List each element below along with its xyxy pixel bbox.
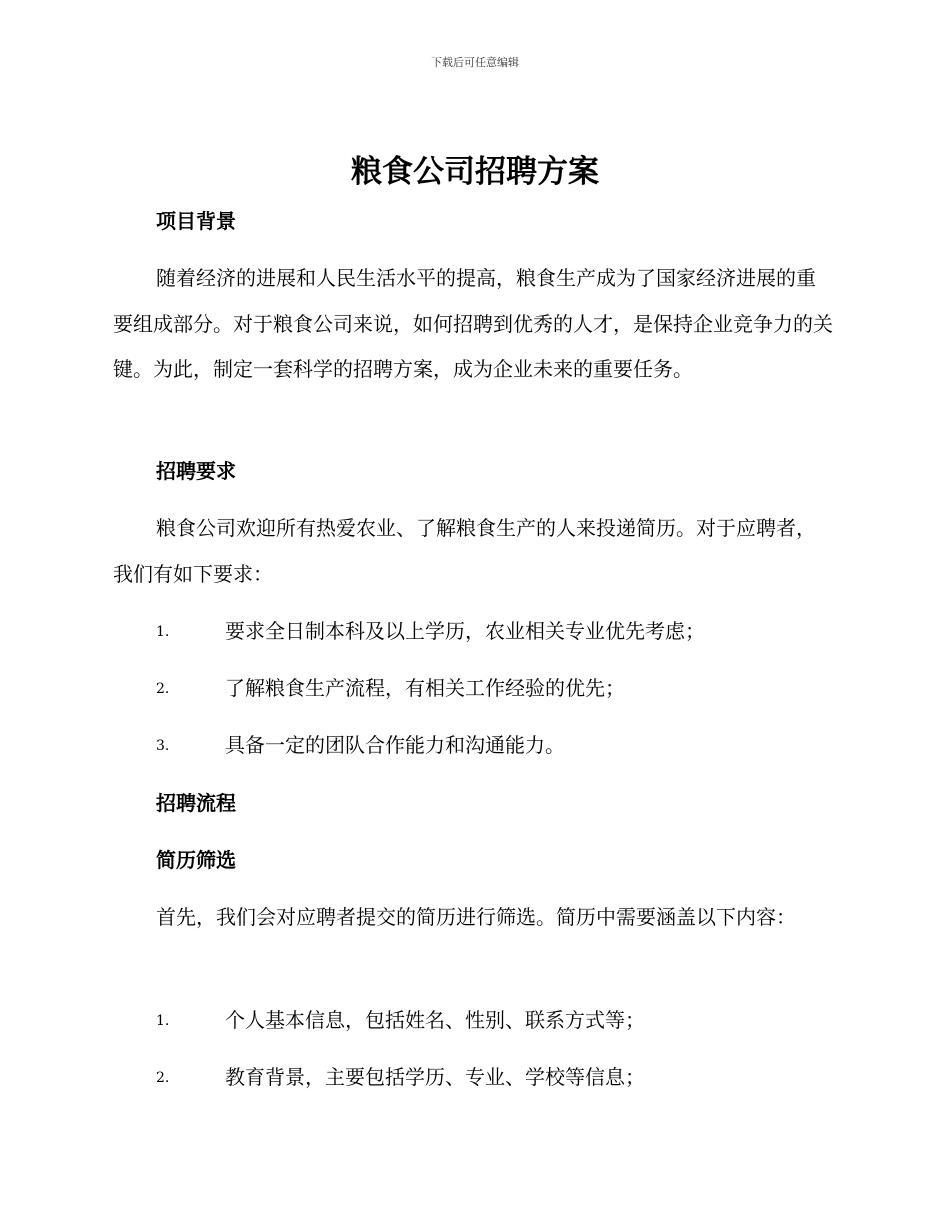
page-title: 粮食公司招聘方案	[351, 154, 599, 190]
list-number: 3.	[156, 738, 170, 754]
header-note: 下载后可任意编辑	[431, 56, 519, 69]
list-text: 要求全日制本科及以上学历，农业相关专业优先考虑；	[225, 619, 705, 643]
list-text: 个人基本信息，包括姓名、性别、联系方式等；	[225, 1008, 645, 1032]
paragraph-requirements: 粮食公司欢迎所有热爱农业、了解粮食生产的人来投递简历。对于应聘者，我们有如下要求：	[113, 516, 816, 586]
section-heading-process: 招聘流程	[156, 791, 236, 815]
list-number: 2.	[156, 681, 170, 697]
paragraph-screening: 首先，我们会对应聘者提交的简历进行筛选。简历中需要涵盖以下内容：	[156, 905, 796, 929]
section-heading-background: 项目背景	[156, 209, 236, 233]
section-heading-screening: 简历筛选	[156, 848, 236, 872]
list-text: 了解粮食生产流程，有相关工作经验的优先；	[225, 676, 625, 700]
list-text: 教育背景，主要包括学历、专业、学校等信息；	[225, 1065, 645, 1089]
list-text: 具备一定的团队合作能力和沟通能力。	[225, 733, 565, 757]
paragraph-background: 随着经济的进展和人民生活水平的提高，粮食生产成为了国家经济进展的重要组成部分。对于粮食公司来说，如何招聘到优秀的人才，是保持企业竞争力的关键。为此，制定一套科学的招聘方案，成为企业未来的重要任务。	[113, 266, 833, 381]
list-number: 2.	[156, 1070, 170, 1086]
section-heading-requirements: 招聘要求	[156, 459, 236, 483]
list-number: 1.	[156, 1013, 170, 1029]
list-number: 1.	[156, 624, 170, 640]
